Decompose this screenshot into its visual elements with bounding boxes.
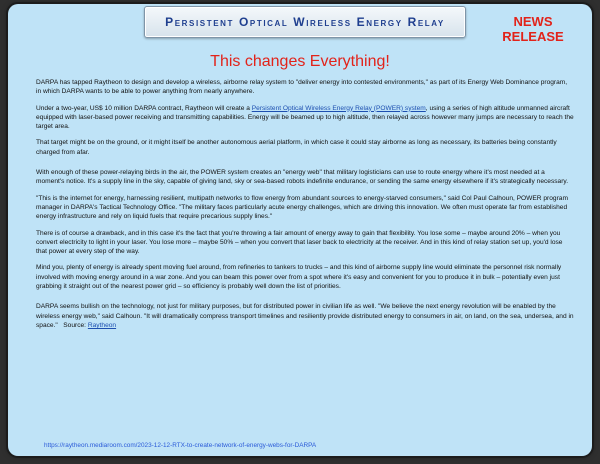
paragraph-7: Mind you, plenty of energy is already spent moving fuel around, from refineries to tankers to trucks – and this kind of airborne supply line would eliminate the personnel risk normally involved with moving energy around in a war zone. And you can beam this power over from a spot where it's easy and convenient for you to produce it in bulk – potentially even just grabbing it straight out of the nearest power grid – so efficiency is probably well down the list of priorities. xyxy=(36,264,562,291)
paragraph-3: That target might be on the ground, or it might itself be another autonomous aerial platform, in which case it could stay airborne as long as necessary, its batteries being constantly charged from afar. xyxy=(36,139,557,156)
header-title: Persistent Optical Wireless Energy Relay xyxy=(165,15,445,29)
paragraph-6: There is of course a drawback, and in this case it's the fact that you're throwing a fair amount of energy away to gain that flexibility. You lose some – maybe around 20% – when you convert electricity to light in your laser. You lose more – maybe 50% – when you convert that laser back to electricity at the receiver. And in this kind of relay station set up, you'd lose that power at every step of the way. xyxy=(36,229,563,256)
news-release-page xyxy=(8,4,592,456)
news-release-line-2: RELEASE xyxy=(502,29,564,44)
paragraph-2 xyxy=(36,104,574,132)
paragraph-2-rest: , using a series of high altitude unmanned aircraft equipped with laser-based power receiving and transmitting capabilities. Energy will be beamed up to high altitude, then relayed across however many jumps are necessary to reach the target area. xyxy=(36,104,574,131)
news-release-label xyxy=(488,14,578,44)
news-release-line-1: NEWS xyxy=(513,14,553,29)
paragraph-8 xyxy=(36,302,574,330)
paragraph-8-text: DARPA seems bullish on the technology, not just for military purposes, but for distributed power in civilian life as well. "We believe the next energy revolution will be enabled by the wireless energy web," said Calhoun. "It will dramatically compress transport timelines and resiliently provide distributed energy to consumers in air, on land, on the sea, undersea, and in space." xyxy=(36,303,574,329)
source-link[interactable]: Raytheon xyxy=(87,321,117,329)
power-system-link[interactable]: Persistent Optical Wireless Energy Relay (POWER) system xyxy=(251,104,426,112)
paragraph-2-lead: Under a two-year, US$ 10 million DARPA contract, Raytheon will create a xyxy=(36,104,252,112)
headline: This changes Everything! xyxy=(210,53,390,70)
source-label: Source: xyxy=(63,321,87,329)
paragraph-5: "This is the internet for energy, harnessing resilient, multipath networks to flow energy from abundant sources to energy-starved consumers," said Col Paul Calhoun, POWER program manager in DARPA's Tactical Technology Office. "The military faces particularly acute energy challenges, which are driving this innovation. We often must operate far from established energy infrastructure and rely on liquid fuels that require precarious supply lines." xyxy=(36,194,568,221)
paragraph-1: DARPA has tapped Raytheon to design and develop a wireless, airborne relay system to "deliver energy into contested environments," as part of its Energy Web Dominance program, in which DARPA wants to be able to power anything from nearly anywhere. xyxy=(36,79,568,96)
header-banner xyxy=(144,6,466,38)
article-body xyxy=(36,78,574,337)
source-url[interactable]: https://raytheon.mediaroom.com/2023-12-12-RTX-to-create-network-of-energy-webs-for-DARPA xyxy=(44,442,317,449)
paragraph-4: With enough of these power-relaying birds in the air, the POWER system creates an "energy web" that military logisticians can use to route energy where it's most needed at a moment's notice. It's a supply line in the sky, capable of giving land, sky or sea-based robots indefinite endurance, or sending the same energy elsewhere if it's strategically necessary. xyxy=(36,169,569,186)
